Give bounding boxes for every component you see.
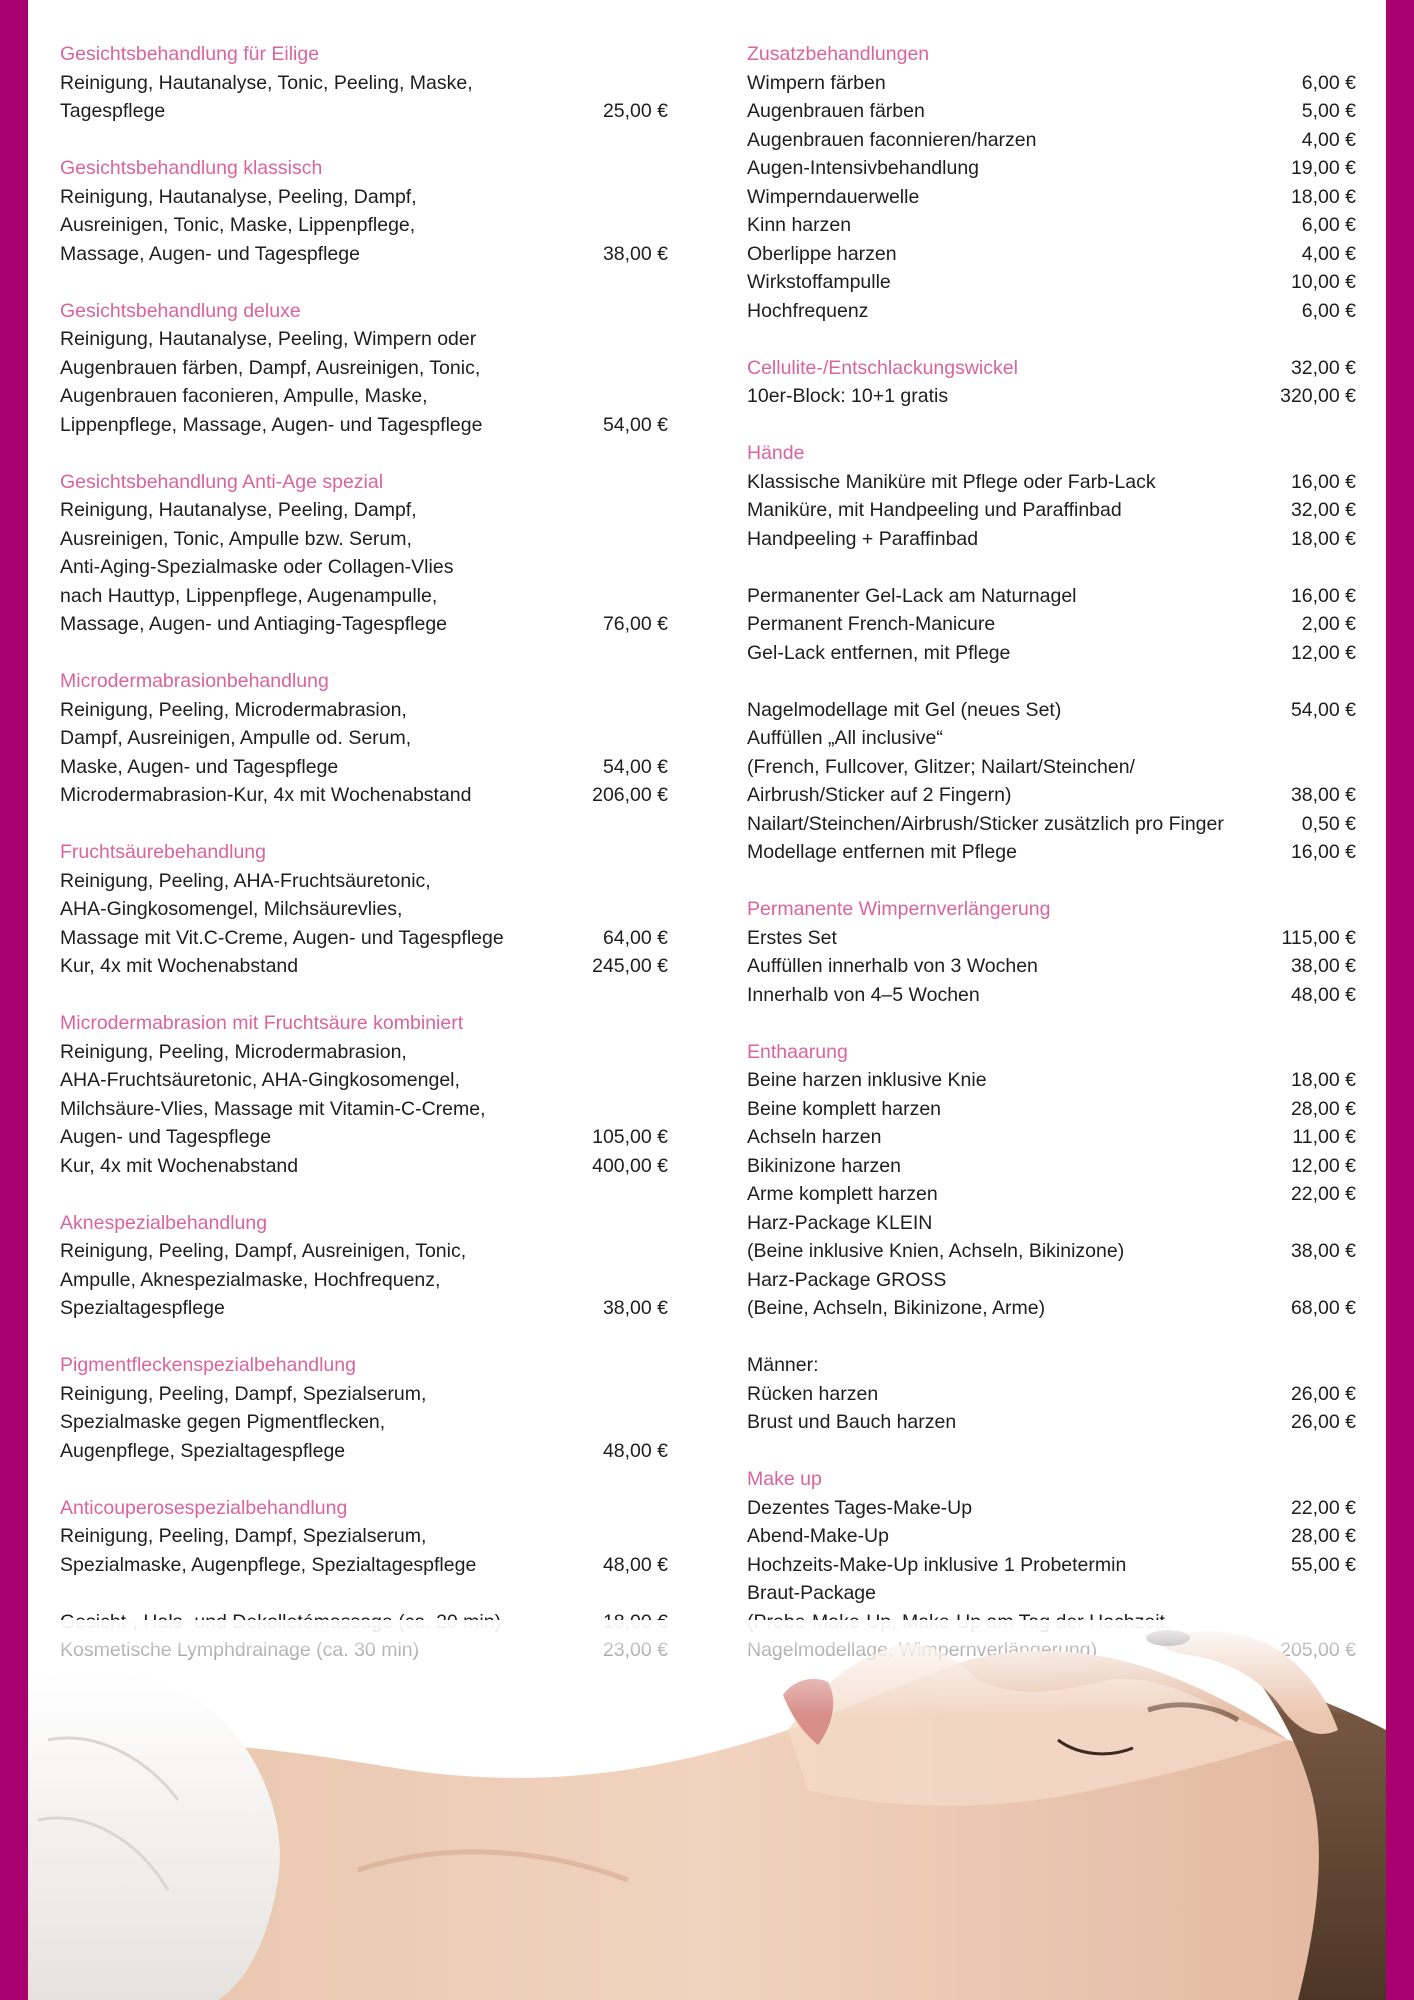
price-row: [747, 240, 1356, 269]
service-price: 55,00 €: [1290, 1553, 1356, 1576]
service-line: Wimpern färben: [747, 71, 886, 94]
section-gap: [60, 439, 668, 468]
service-price: 16,00 €: [1290, 584, 1356, 607]
service-description: [747, 1180, 1281, 1209]
service-price: 4,00 €: [1301, 128, 1356, 151]
price-row: [60, 1038, 668, 1152]
service-price: 18,00 €: [1290, 185, 1356, 208]
price-row: [747, 97, 1356, 126]
section-heading: Zusatzbehandlungen: [747, 43, 930, 65]
service-description: [747, 525, 1281, 554]
price-row: [747, 1180, 1356, 1209]
service-price: 22,00 €: [1290, 1183, 1356, 1205]
service-line: Augenbrauen faconieren, Ampulle, Maske,: [60, 385, 428, 407]
price-section-zusatzbehandlungen: [747, 40, 1356, 325]
price-row: [747, 838, 1356, 867]
price-row: [60, 1380, 668, 1466]
price-row: [60, 696, 668, 782]
service-description: [747, 97, 1292, 126]
section-heading: Anticouperosespezialbehandlung: [60, 1496, 348, 1519]
service-line: Abend-Make-Up: [747, 1525, 889, 1547]
service-description: [747, 496, 1281, 525]
price-row: [747, 268, 1356, 297]
service-line: Augenbrauen färben: [747, 100, 925, 122]
service-line: Spezialmaske, Augenpflege, Spezialtagespflege: [60, 1553, 477, 1576]
price-section-anticouperosespezialbehandlung: [60, 1494, 668, 1580]
service-description: [747, 810, 1292, 839]
service-line: AHA-Gingkosomengel, Milchsäurevlies,: [60, 898, 403, 920]
price-row: [747, 1266, 1356, 1323]
service-description: [747, 354, 1281, 383]
service-line: Harz-Package GROSS: [747, 1268, 947, 1291]
service-line: Kur, 4x mit Wochenabstand: [60, 955, 299, 977]
service-price: 38,00 €: [1290, 784, 1356, 806]
service-description: [60, 952, 582, 981]
service-line: (Beine, Achseln, Bikinizone, Arme): [747, 1297, 1046, 1319]
section-heading: Permanente Wimpernverlängerung: [747, 898, 1051, 920]
section-gap: [60, 1465, 668, 1494]
service-line: Augenbrauen färben, Dampf, Ausreinigen, Tonic,: [60, 356, 481, 379]
service-price: 38,00 €: [1290, 955, 1356, 977]
price-section-pigmentfleckenspezialbehandlung: [60, 1351, 668, 1465]
section-gap: [747, 1009, 1356, 1038]
price-row: [747, 1066, 1356, 1095]
section-gap: [747, 1323, 1356, 1352]
section-heading: Fruchtsäurebehandlung: [60, 841, 266, 863]
service-price: 48,00 €: [602, 1553, 668, 1576]
price-section: [747, 354, 1356, 411]
service-description: [60, 781, 582, 810]
service-description: [747, 952, 1281, 981]
section-gap: [747, 553, 1356, 582]
price-row: [747, 496, 1356, 525]
service-description: [60, 496, 593, 639]
price-row: [747, 1551, 1356, 1580]
section-heading: Gesichtsbehandlung Anti-Age spezial: [60, 470, 384, 493]
service-line: Airbrush/Sticker auf 2 Fingern): [747, 784, 1012, 806]
section-gap: [747, 325, 1356, 354]
price-list-page: [28, 0, 1386, 2000]
service-line: Harz-Package KLEIN: [747, 1211, 933, 1234]
service-line: Wirkstoffampulle: [747, 271, 891, 293]
service-price: 105,00 €: [592, 1126, 668, 1148]
price-section: [747, 696, 1356, 867]
service-line: Kur, 4x mit Wochenabstand: [60, 1154, 299, 1177]
section-gap: [747, 411, 1356, 440]
section-gap: [60, 639, 668, 668]
section-gap: [60, 1323, 668, 1352]
section-heading: Pigmentfleckenspezialbehandlung: [60, 1354, 356, 1376]
service-description: [60, 1522, 593, 1579]
price-row: [60, 1152, 668, 1181]
service-price: 38,00 €: [1290, 1240, 1356, 1262]
service-line: Reinigung, Peeling, Dampf, Spezialserum,: [60, 1525, 427, 1547]
price-section-gesichtsbehandlung-fur-eilige: [60, 40, 668, 126]
service-price: 22,00 €: [1290, 1496, 1356, 1519]
service-line: Massage, Augen- und Antiaging-Tagespflege: [60, 613, 448, 635]
service-description: [60, 325, 593, 439]
service-price: 18,00 €: [1290, 527, 1356, 550]
service-line: Ampulle, Aknespezialmaske, Hochfrequenz,: [60, 1268, 441, 1291]
section-gap: [60, 1579, 668, 1608]
price-row: [747, 1408, 1356, 1437]
service-description: [60, 867, 593, 953]
price-row: [747, 610, 1356, 639]
service-price: 54,00 €: [602, 413, 668, 436]
service-description: [747, 268, 1281, 297]
service-line: Reinigung, Peeling, AHA-Fruchtsäuretonic,: [60, 869, 431, 892]
service-description: [747, 297, 1292, 326]
service-description: [747, 211, 1292, 240]
price-row: [747, 639, 1356, 668]
price-section-microdermabrasionbehandlung: [60, 667, 668, 810]
service-line: Gel-Lack entfernen, mit Pflege: [747, 641, 1011, 664]
service-price: 28,00 €: [1290, 1097, 1356, 1120]
price-section-fruchtsaurebehandlung: [60, 838, 668, 981]
service-line: Maske, Augen- und Tagespflege: [60, 755, 339, 778]
service-price: 48,00 €: [1290, 983, 1356, 1006]
service-price: 54,00 €: [1290, 698, 1356, 721]
service-description: [747, 610, 1292, 639]
service-price: 6,00 €: [1301, 71, 1356, 94]
service-line: Massage mit Vit.C-Creme, Augen- und Tagespflege: [60, 926, 504, 949]
service-price: 400,00 €: [592, 1154, 668, 1177]
service-description: [747, 126, 1292, 155]
service-line: Brust und Bauch harzen: [747, 1411, 957, 1433]
section-gap: [60, 981, 668, 1010]
price-row: [747, 981, 1356, 1010]
service-description: [747, 1209, 1281, 1266]
service-price: 12,00 €: [1290, 641, 1356, 664]
service-price: 48,00 €: [602, 1439, 668, 1462]
service-price: 76,00 €: [602, 613, 668, 635]
service-line: Maniküre, mit Handpeeling und Paraffinbad: [747, 499, 1122, 521]
price-row: [60, 1522, 668, 1579]
service-line: Oberlippe harzen: [747, 242, 897, 265]
section-gap: [60, 1180, 668, 1209]
service-line: Handpeeling + Paraffinbad: [747, 527, 979, 550]
service-line: Reinigung, Hautanalyse, Peeling, Wimpern oder: [60, 328, 477, 350]
service-line: AHA-Fruchtsäuretonic, AHA-Gingkosomengel,: [60, 1069, 460, 1091]
price-row: [60, 69, 668, 126]
service-line: Reinigung, Peeling, Microdermabrasion,: [60, 698, 407, 721]
service-description: [747, 724, 1281, 810]
price-section: [747, 1351, 1356, 1437]
service-description: [60, 1152, 582, 1181]
section-heading: Hände: [747, 442, 805, 464]
service-line: Reinigung, Peeling, Microdermabrasion,: [60, 1040, 407, 1063]
service-line: Augenpflege, Spezialtagespflege: [60, 1439, 346, 1462]
section-gap: [60, 810, 668, 839]
service-description: [60, 696, 593, 782]
price-section-enthaarung: [747, 1038, 1356, 1323]
price-row: [747, 1123, 1356, 1152]
price-section: [747, 582, 1356, 668]
service-price: 28,00 €: [1290, 1525, 1356, 1547]
service-description: [747, 838, 1281, 867]
service-line: Augen-Intensivbehandlung: [747, 157, 980, 179]
service-description: [60, 183, 593, 269]
service-line: Milchsäure-Vlies, Massage mit Vitamin-C-Creme,: [60, 1097, 486, 1120]
service-description: [60, 1038, 582, 1152]
price-row: [747, 582, 1356, 611]
service-description: [747, 981, 1281, 1010]
service-description: [747, 382, 1270, 411]
service-price: 115,00 €: [1281, 926, 1356, 949]
price-row: [60, 867, 668, 953]
price-section-gesichtsbehandlung-klassisch: [60, 154, 668, 268]
service-price: 32,00 €: [1290, 499, 1356, 521]
service-price: 26,00 €: [1290, 1382, 1356, 1405]
price-row: [747, 1380, 1356, 1409]
service-line: Erstes Set: [747, 926, 837, 949]
service-description: [747, 582, 1281, 611]
service-price: 68,00 €: [1290, 1297, 1356, 1319]
service-description: [747, 639, 1281, 668]
service-price: 0,50 €: [1301, 812, 1356, 835]
price-row: [747, 724, 1356, 810]
section-heading: Microdermabrasion mit Fruchtsäure kombiniert: [60, 1012, 464, 1034]
service-price: 5,00 €: [1301, 100, 1356, 122]
service-line: Reinigung, Peeling, Dampf, Ausreinigen, Tonic,: [60, 1240, 467, 1262]
service-line: Augen- und Tagespflege: [60, 1126, 272, 1148]
service-description: [747, 69, 1292, 98]
section-heading: Microdermabrasionbehandlung: [60, 670, 329, 692]
price-row: [747, 468, 1356, 497]
section-gap: [60, 268, 668, 297]
service-line: (French, Fullcover, Glitzer; Nailart/Steinchen/: [747, 755, 1135, 778]
service-line: Permanent French-Manicure: [747, 613, 996, 635]
service-line: 10er-Block: 10+1 gratis: [747, 385, 949, 407]
service-description: [747, 1494, 1281, 1523]
service-line: Reinigung, Hautanalyse, Peeling, Dampf,: [60, 499, 417, 521]
price-row: [60, 325, 668, 439]
price-row: [747, 1522, 1356, 1551]
price-row: [747, 696, 1356, 725]
price-row: [747, 297, 1356, 326]
service-description: [747, 1095, 1281, 1124]
service-line: Beine harzen inklusive Knie: [747, 1069, 987, 1091]
section-heading: Enthaarung: [747, 1040, 848, 1063]
service-description: [747, 240, 1292, 269]
price-row: [747, 1152, 1356, 1181]
service-line: Permanenter Gel-Lack am Naturnagel: [747, 584, 1077, 607]
service-description: [60, 1380, 593, 1466]
service-line: Dampf, Ausreinigen, Ampulle od. Serum,: [60, 727, 412, 749]
service-description: [747, 1266, 1281, 1323]
price-row: [747, 810, 1356, 839]
service-line: Kinn harzen: [747, 214, 852, 236]
service-line: Hochzeits-Make-Up inklusive 1 Probetermin: [747, 1553, 1127, 1576]
price-section-microdermabrasion-mit-fruchtsaure-kombiniert: [60, 1009, 668, 1180]
service-line: Modellage entfernen mit Pflege: [747, 841, 1017, 863]
service-price: 10,00 €: [1290, 271, 1356, 293]
service-description: [60, 69, 593, 126]
section-gap: [60, 126, 668, 155]
price-row: [747, 211, 1356, 240]
service-line: Reinigung, Hautanalyse, Peeling, Dampf,: [60, 185, 417, 208]
price-row: [747, 924, 1356, 953]
price-row: [747, 952, 1356, 981]
price-row: [747, 183, 1356, 212]
service-line: Lippenpflege, Massage, Augen- und Tagespflege: [60, 413, 483, 436]
price-row: [747, 525, 1356, 554]
service-price: 245,00 €: [592, 955, 668, 977]
service-price: 19,00 €: [1290, 157, 1356, 179]
price-section-permanente-wimpernverlangerung: [747, 895, 1356, 1009]
price-section-aknespezialbehandlung: [60, 1209, 668, 1323]
service-line: Klassische Maniküre mit Pflege oder Farb-Lack: [747, 470, 1156, 493]
service-price: 4,00 €: [1301, 242, 1356, 265]
section-heading: Aknespezialbehandlung: [60, 1211, 268, 1234]
service-description: [747, 154, 1281, 183]
service-line: Nailart/Steinchen/Airbrush/Sticker zusätzlich pro Finger: [747, 812, 1224, 835]
woman-face-spa-photo: [28, 1620, 1386, 2000]
service-price: 11,00 €: [1292, 1126, 1356, 1148]
section-heading: Gesichtsbehandlung klassisch: [60, 157, 323, 179]
service-line: Anti-Aging-Spezialmaske oder Collagen-Vlies: [60, 556, 454, 578]
price-row: [747, 382, 1356, 411]
section-heading: Gesichtsbehandlung deluxe: [60, 299, 301, 322]
service-description: [747, 924, 1272, 953]
service-line: Beine komplett harzen: [747, 1097, 942, 1120]
section-heading: Gesichtsbehandlung für Eilige: [60, 43, 320, 65]
service-line: Arme komplett harzen: [747, 1183, 938, 1205]
service-line: Nagelmodellage mit Gel (neues Set): [747, 698, 1062, 721]
price-section-gesichtsbehandlung-anti-age-spezial: [60, 468, 668, 639]
section-heading: Make up: [747, 1468, 822, 1490]
price-row: [747, 1209, 1356, 1266]
price-row: [60, 183, 668, 269]
service-line: Dezentes Tages-Make-Up: [747, 1496, 973, 1519]
service-line: Auffüllen innerhalb von 3 Wochen: [747, 955, 1038, 977]
price-row: [747, 69, 1356, 98]
service-price: 38,00 €: [602, 1297, 668, 1319]
service-price: 64,00 €: [602, 926, 668, 949]
service-price: 16,00 €: [1290, 470, 1356, 493]
service-price: 206,00 €: [592, 784, 668, 806]
price-section-gesichtsbehandlung-deluxe: [60, 297, 668, 440]
service-line: Braut-Package: [747, 1582, 876, 1604]
service-price: 6,00 €: [1301, 214, 1356, 236]
price-row: [747, 1095, 1356, 1124]
service-price: 16,00 €: [1290, 841, 1356, 863]
service-line: Spezialtagespflege: [60, 1297, 225, 1319]
service-line: Bikinizone harzen: [747, 1154, 901, 1177]
service-line: Wimperndauerwelle: [747, 185, 920, 208]
price-section-hande: [747, 439, 1356, 553]
price-row: [60, 496, 668, 639]
service-line: Ausreinigen, Tonic, Ampulle bzw. Serum,: [60, 527, 412, 550]
service-description: [747, 1066, 1281, 1095]
service-price: 38,00 €: [602, 242, 668, 265]
price-row: [747, 1494, 1356, 1523]
service-description: [747, 696, 1281, 725]
service-line: Hochfrequenz: [747, 299, 869, 322]
section-gap: [747, 867, 1356, 896]
service-line: (Beine inklusive Knien, Achseln, Bikinizone): [747, 1240, 1125, 1262]
service-line: Reinigung, Hautanalyse, Tonic, Peeling, Maske,: [60, 71, 473, 94]
service-price: 320,00 €: [1280, 385, 1356, 407]
service-line: Tagespflege: [60, 100, 166, 122]
service-description: [747, 1152, 1281, 1181]
price-row: [60, 781, 668, 810]
service-line: Innerhalb von 4–5 Wochen: [747, 983, 980, 1006]
service-line: Microdermabrasion-Kur, 4x mit Wochenabstand: [60, 784, 472, 806]
price-row: [747, 354, 1356, 383]
section-subheading: Männer:: [747, 1354, 819, 1376]
service-price: 12,00 €: [1290, 1154, 1356, 1177]
price-row: [60, 1237, 668, 1323]
service-price: 32,00 €: [1290, 356, 1356, 379]
service-description: [747, 1408, 1281, 1437]
right-column: [747, 40, 1356, 1665]
service-price: 2,00 €: [1301, 613, 1356, 635]
service-line: Ausreinigen, Tonic, Maske, Lippenpflege,: [60, 214, 416, 236]
section-gap: [747, 667, 1356, 696]
service-description: [747, 1522, 1281, 1551]
service-line: nach Hauttyp, Lippenpflege, Augenampulle,: [60, 584, 438, 607]
service-line: Massage, Augen- und Tagespflege: [60, 242, 360, 265]
service-price: 25,00 €: [602, 100, 668, 122]
service-line: Rücken harzen: [747, 1382, 879, 1405]
price-row: [747, 154, 1356, 183]
service-price: 26,00 €: [1290, 1411, 1356, 1433]
service-price: 18,00 €: [1290, 1069, 1356, 1091]
service-line: Spezialmaske gegen Pigmentflecken,: [60, 1411, 386, 1433]
service-line: Auffüllen „All inclusive“: [747, 727, 943, 749]
price-row: [747, 126, 1356, 155]
service-description: [747, 1551, 1281, 1580]
price-row: [60, 952, 668, 981]
service-description: [747, 183, 1281, 212]
section-gap: [747, 1437, 1356, 1466]
service-line: Cellulite-/Entschlackungswickel: [747, 356, 1018, 379]
service-description: [60, 1237, 593, 1323]
service-description: [747, 1123, 1282, 1152]
service-line: Reinigung, Peeling, Dampf, Spezialserum,: [60, 1382, 427, 1405]
service-price: 54,00 €: [602, 755, 668, 778]
service-line: Augenbrauen faconnieren/harzen: [747, 128, 1037, 151]
service-description: [747, 468, 1281, 497]
service-price: 6,00 €: [1301, 299, 1356, 322]
service-description: [747, 1380, 1281, 1409]
service-line: Achseln harzen: [747, 1126, 882, 1148]
left-column: [60, 40, 668, 1665]
